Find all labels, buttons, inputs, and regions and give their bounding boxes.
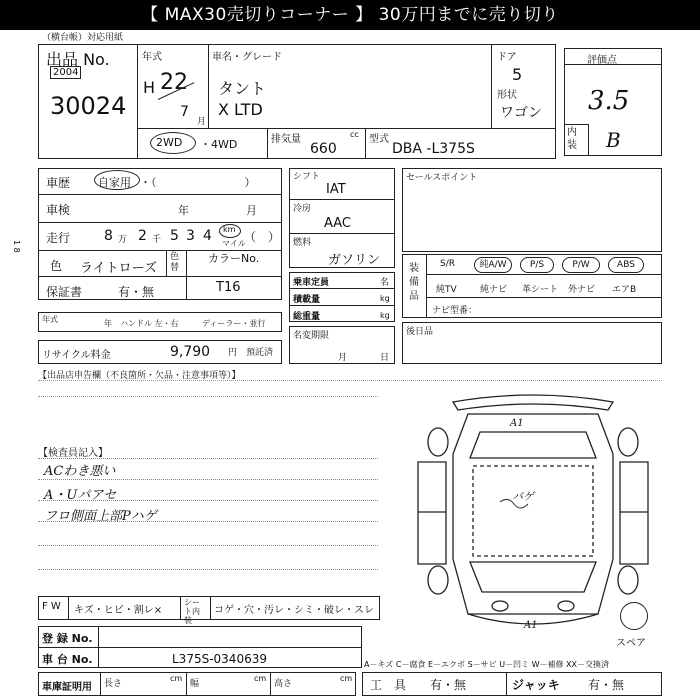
history-value: 自家用 [98, 176, 131, 189]
mileage-digit: 4 [203, 228, 212, 244]
mileage-unit: 万 [118, 235, 128, 245]
equipment-label: 装備品 [409, 263, 419, 302]
damage-label: A1 [524, 620, 538, 631]
color-no-value: T16 [216, 280, 241, 295]
equip-tv: 純TV [436, 285, 457, 295]
damage-legend: A－キズ C－腐食 E－エクボ S－サビ U－凹ミ W－補修 XX－交換済 [364, 660, 610, 669]
length-label: 長さ [104, 679, 123, 689]
garage-label: 車庫証明用 [42, 682, 92, 693]
after-items-frame [402, 322, 662, 364]
mileage-unit: 千 [152, 235, 162, 245]
shift-label: シフト [293, 172, 321, 182]
jack-label: ジャッキ [512, 678, 560, 692]
gross-label: 総重量 [293, 312, 321, 322]
navi-model-label: ナビ型番： [432, 306, 478, 316]
history-label: 車歴 [46, 176, 71, 190]
ac-value: AAC [324, 216, 351, 231]
load-label: 積載量 [293, 295, 321, 305]
disp-label: 排気量 [271, 134, 301, 145]
name-change-day: 日 [380, 353, 390, 363]
equip-leather: 革シート [522, 285, 559, 295]
disp-unit: cc [350, 130, 359, 139]
damage-label: A1 [510, 418, 524, 429]
capacity-unit: 名 [380, 278, 390, 288]
sales-point-label: セールスポイント [406, 173, 478, 183]
body-label: 形状 [497, 90, 517, 101]
model-label: 型式 [369, 134, 389, 145]
warranty-label: 保証書 [46, 285, 83, 299]
car-grade: X LTD [218, 100, 263, 119]
mileage-digit: 8 [104, 228, 113, 244]
title-banner: 【 MAX30売切りコーナー 】 30万円までに売り切り [0, 0, 700, 30]
dealer-text: ディーラー・並行 [202, 319, 266, 328]
side-marks: 1 8 [12, 240, 21, 253]
displacement: 660 [310, 141, 337, 157]
inspector-label: 【検査員記入】 [38, 448, 108, 459]
reg-year-unit: 年 [104, 319, 112, 328]
era: H [143, 78, 156, 97]
width-label: 幅 [190, 679, 200, 689]
score-label: 評価点 [587, 55, 617, 66]
model-value: DBA -L375S [392, 141, 475, 157]
interior-value: B [606, 128, 621, 152]
car-diagram [408, 384, 658, 644]
inspector-line: フロ側面上部Pハゲ [44, 509, 157, 524]
equip-airbag: エアB [612, 285, 637, 295]
interior-label: 内装 [567, 127, 577, 151]
registration-label: 登 録 No. [42, 632, 93, 645]
fw-text: キズ・ヒビ・割レ× [74, 605, 163, 616]
km-label: km [223, 225, 236, 234]
inspector-line: ACわき悪い [44, 464, 116, 479]
gross-unit: kg [380, 311, 390, 320]
equip-abs: ABS [608, 257, 644, 273]
shift-value: IAT [326, 182, 346, 197]
mileage-digit: 5 [170, 228, 179, 244]
equip-pw: P/W [562, 257, 600, 273]
height-label: 高さ [274, 679, 293, 689]
name-change-label: 名変期限 [293, 331, 330, 341]
height-unit: cm [340, 674, 353, 683]
name-label: 車名・グレード [212, 52, 282, 63]
handle-text: ハンドル 左・右 [120, 319, 179, 328]
spare-tire-icon [620, 602, 648, 630]
after-items-label: 後日品 [406, 327, 434, 337]
fuel-label: 燃料 [293, 238, 312, 248]
color-label: 色 [50, 259, 63, 273]
recycle-note: 預託済 [246, 348, 274, 358]
tools-label: 工 具 [370, 678, 407, 692]
shaken-label: 車検 [46, 203, 71, 217]
seat-text: コゲ・穴・汚レ・シミ・破レ・スレ [214, 605, 374, 616]
jack-value: 有・無 [588, 678, 625, 692]
month-unit: 月 [197, 117, 207, 127]
recycle-label: リサイクル料金 [42, 350, 111, 361]
month-value: 7 [180, 104, 189, 120]
drive-4wd: ・4WD [200, 138, 238, 151]
warranty-value: 有・無 [118, 285, 155, 299]
mileage-digit: 3 [186, 228, 195, 244]
recycle-unit: 円 [228, 348, 238, 358]
reg-year-label: 年式 [42, 315, 58, 324]
lot-label: 出品 No. [46, 50, 110, 69]
recycle-amount: 9,790 [170, 344, 211, 360]
equip-navi: 純ナビ [480, 285, 508, 295]
mileage-label: 走行 [46, 231, 71, 245]
shaken-year: 年 [178, 204, 189, 217]
color-no-label: カラーNo. [208, 252, 260, 265]
exhibitor-note-label: 【出品店申告欄（不良箇所・欠品・注意事項等）】 [38, 371, 241, 381]
width-unit: cm [254, 674, 267, 683]
load-unit: kg [380, 294, 390, 303]
equip-aw: 純A/W [474, 257, 512, 273]
equip-sr: S/R [440, 259, 455, 269]
spare-label: スペア [616, 638, 646, 649]
name-change-month: 月 [338, 353, 348, 363]
capacity-label: 乗車定員 [293, 278, 330, 288]
fuel-value: ガソリン [328, 253, 381, 268]
ac-label: 冷房 [293, 204, 312, 214]
chassis-value: L375S-0340639 [172, 652, 267, 666]
history-rest: ・（ ） [140, 176, 256, 189]
score-value: 3.5 [588, 86, 630, 116]
year-value: 22 [160, 70, 188, 95]
lot-number: 30024 [50, 92, 127, 120]
body-value: ワゴン [500, 105, 542, 121]
car-name: タント [218, 79, 267, 98]
doors-value: 5 [512, 65, 523, 84]
fw-label: F W [42, 601, 61, 612]
inspector-line: A・Uパアセ [44, 488, 117, 503]
mileage-digit: 2 [138, 228, 147, 244]
chassis-label: 車 台 No. [42, 653, 93, 666]
mile-label: マイル [222, 239, 246, 248]
length-unit: cm [170, 674, 183, 683]
tools-value: 有・無 [430, 678, 467, 692]
doors-label: ドア [497, 52, 517, 63]
shaken-month: 月 [246, 204, 257, 217]
color-value: ライトローズ [80, 261, 157, 276]
equip-ext-navi: 外ナビ [568, 285, 596, 295]
color-change: 色替 [170, 252, 180, 273]
seat-label: シート内装 [184, 598, 200, 625]
form-note: （横台帳）対応用紙 [42, 33, 124, 43]
damage-label: バゲ [512, 490, 534, 503]
lot-small-no: 2004 [50, 66, 81, 79]
year-label: 年式 [142, 52, 162, 63]
equip-ps: P/S [520, 257, 554, 273]
drive-2wd: 2WD [156, 136, 183, 149]
